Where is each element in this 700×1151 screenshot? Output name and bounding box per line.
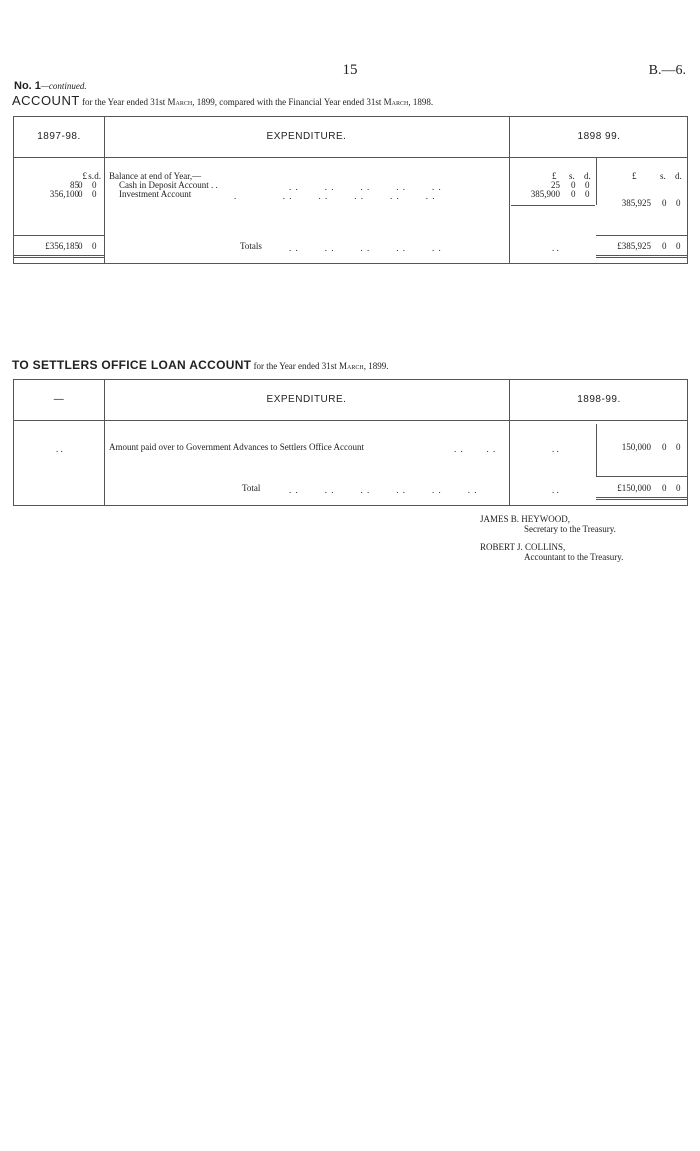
left-total-pounds: £356,185 — [45, 241, 79, 251]
right-row2-d: 0 — [585, 189, 590, 199]
total-dots-right: . . — [552, 485, 559, 495]
account-heading-title: ACCOUNT — [12, 93, 80, 108]
right-units-pounds: £ — [552, 171, 557, 181]
continued-number: No. 1 — [14, 80, 41, 92]
loan-account-heading: TO SETTLERS OFFICE LOAN ACCOUNT for the Year ended 31st March, 1899. — [12, 358, 389, 372]
total-s: 0 — [662, 483, 667, 493]
signature-name: JAMES B. HEYWOOD, — [480, 514, 570, 524]
signature-heywood — [480, 514, 616, 534]
col-header-1897-98: 1897-98. — [37, 131, 81, 142]
continued-text: —continued. — [40, 81, 87, 91]
right-units-s: s. — [569, 171, 575, 181]
left-row2-d: 0 — [92, 189, 97, 199]
left-row2-pounds: 356,100 — [49, 189, 79, 199]
loan-expenditure-table: — EXPENDITURE. 1898-99. . . Amount paid over to Government Advances to Settlers Office Account . . . . . . 150,000 0 0 Total . . . . . . . . . . . . . . £150,000 0 0 — [13, 379, 688, 506]
right-total-s: 0 — [662, 241, 667, 251]
item-dots-right: . . — [552, 444, 559, 454]
total-d: 0 — [676, 483, 681, 493]
left-total-d: 0 — [92, 241, 97, 251]
col-header-1898-99: 1898 99. — [577, 131, 621, 142]
right-sum-s: 0 — [662, 198, 667, 208]
total-label: Total — [242, 483, 261, 493]
account-heading: ACCOUNT for the Year ended 31st March, 1899, compared with the Financial Year ended 31st March, 1898. — [12, 93, 434, 108]
right-row2-pounds: 385,900 — [530, 189, 560, 199]
expenditure-table: 1897-98. EXPENDITURE. 1898 99. £ s. d. 85 0 0 356,100 0 0 Balance at end of Year,— Cash in Deposit Account . . Investment Account . . . . . . . . . . . . . . . . . . . . . £ s. d. 25 0 0 385,900 0 0 £ s. d. 385,925 0 0 £356,185 0 0 Totals . . . . . . . . . . . . £385,925 0 0 — [13, 116, 688, 264]
signature-title: Accountant to the Treasury. — [524, 552, 624, 562]
investment-label: Investment Account — [119, 189, 192, 199]
right-row1-d: 0 — [585, 180, 590, 190]
left-row1-d: 0 — [92, 180, 97, 190]
cash-deposit-label: Cash in Deposit Account . . — [119, 180, 218, 190]
signature-collins — [480, 542, 623, 562]
left-units-d: d. — [94, 171, 101, 181]
amount-s: 0 — [662, 442, 667, 452]
document-reference: B.—6. — [648, 63, 686, 78]
right2-units-s: s. — [660, 171, 666, 181]
left-dots: . . — [56, 444, 63, 454]
right-row1-pounds: 25 — [551, 180, 560, 190]
continued-label — [14, 80, 87, 92]
signature-title: Secretary to the Treasury. — [524, 524, 616, 534]
right-sum-pounds: 385,925 — [621, 198, 651, 208]
right-total-pounds: £385,925 — [617, 241, 651, 251]
col-header-expenditure-2: EXPENDITURE. — [266, 394, 347, 405]
right-units-d: d. — [584, 171, 591, 181]
page-number: 15 — [342, 62, 358, 78]
loan-account-title: TO SETTLERS OFFICE LOAN ACCOUNT — [12, 358, 252, 372]
right-totals-dots: . . — [552, 243, 559, 253]
right-row2-s: 0 — [571, 189, 576, 199]
right-sum-d: 0 — [676, 198, 681, 208]
signature-name: ROBERT J. COLLINS, — [480, 542, 566, 552]
amount-d: 0 — [676, 442, 681, 452]
amount-paid-label: Amount paid over to Government Advances to Settlers Office Account — [109, 442, 365, 452]
right2-units-d: d. — [675, 171, 682, 181]
left-row1-s: 0 — [78, 180, 83, 190]
col-header-1898-99-2: 1898-99. — [577, 394, 621, 405]
total-pounds: £150,000 — [617, 483, 651, 493]
left-units-s: s. — [88, 171, 94, 181]
right2-units-pounds: £ — [632, 171, 637, 181]
col-header-expenditure: EXPENDITURE. — [266, 131, 347, 142]
balance-heading: Balance at end of Year,— — [109, 171, 202, 181]
left-row2-s: 0 — [78, 189, 83, 199]
left-total-s: 0 — [78, 241, 83, 251]
col-header-dash: — — [53, 394, 65, 405]
totals-label: Totals — [240, 241, 262, 251]
left-row1-pounds: 85 — [70, 180, 79, 190]
right-row1-s: 0 — [571, 180, 576, 190]
right-total-d: 0 — [676, 241, 681, 251]
left-units-pounds: £ — [82, 171, 87, 181]
amount-pounds: 150,000 — [621, 442, 651, 452]
